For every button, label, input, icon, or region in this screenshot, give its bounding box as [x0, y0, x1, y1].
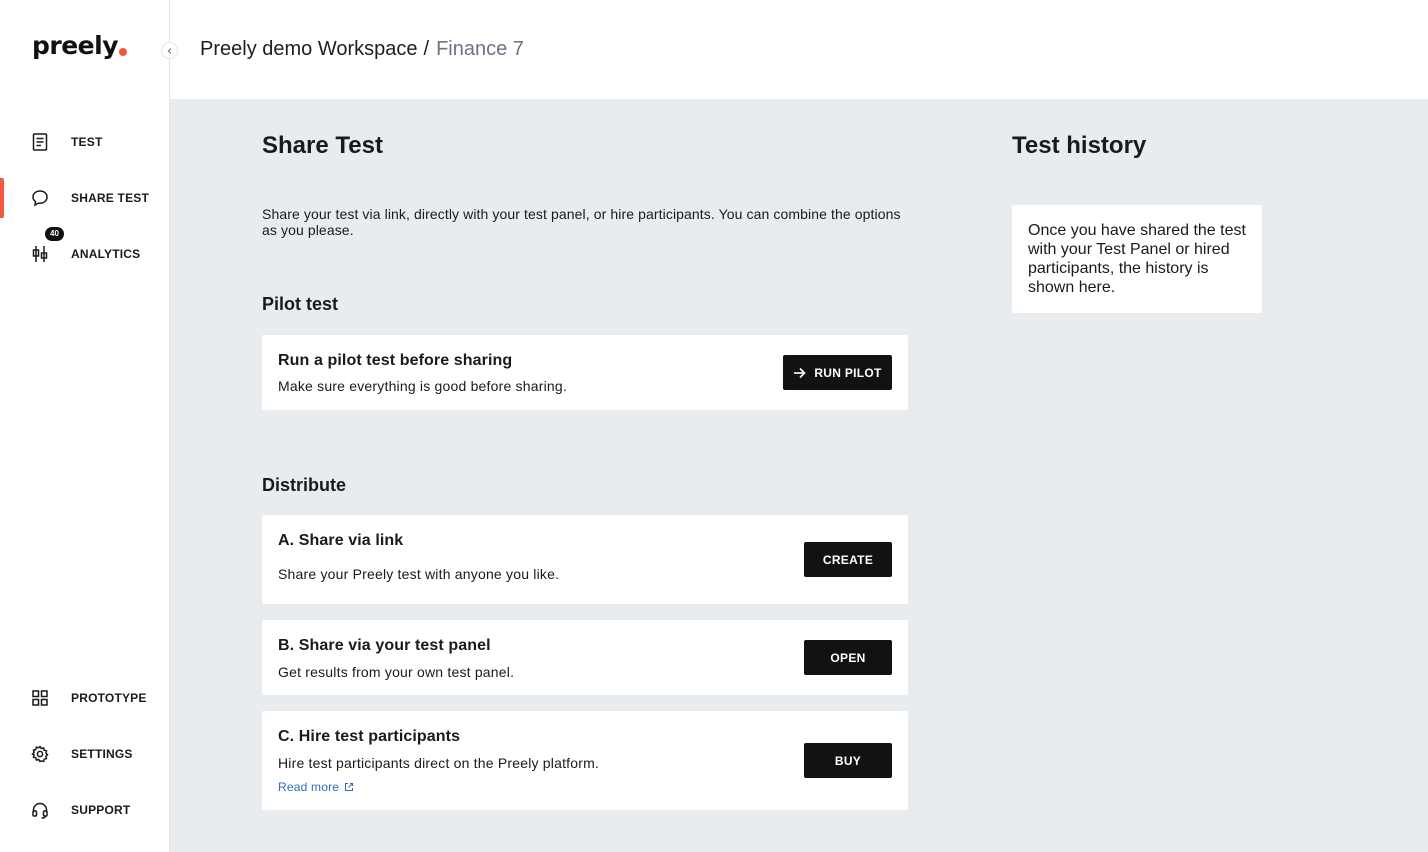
nav-item-settings[interactable] [0, 734, 169, 774]
nav-item-share-test[interactable] [0, 178, 169, 218]
distribute-heading: Distribute [262, 475, 347, 495]
breadcrumb [200, 38, 524, 61]
share-link-card [262, 515, 908, 604]
nav-label-analytics: ANALYTICS [71, 247, 141, 261]
gear-icon [30, 744, 50, 764]
nav-item-test[interactable] [0, 122, 169, 162]
run-pilot-label: RUN PILOT [814, 365, 882, 380]
breadcrumb-workspace[interactable]: Preely demo Workspace [200, 38, 418, 60]
nav-label-share-test: SHARE TEST [71, 191, 150, 205]
hire-participants-card [262, 711, 908, 810]
share-panel-card [262, 620, 908, 695]
chevron-left-icon [166, 47, 174, 55]
nav-label-test: TEST [71, 135, 103, 149]
create-link-button[interactable]: CREATE [804, 542, 892, 577]
buy-participants-button[interactable]: BUY [804, 743, 892, 778]
logo-text: preely [32, 31, 119, 60]
chat-bubble-icon [30, 188, 50, 208]
page-title: Share Test [262, 132, 383, 159]
nav-label-prototype: PROTOTYPE [71, 691, 147, 705]
sidebar [0, 0, 170, 852]
top-header [170, 0, 1428, 99]
read-more-link[interactable] [278, 780, 354, 794]
nav-item-prototype[interactable] [0, 678, 169, 718]
preely-logo[interactable] [32, 32, 127, 60]
intro-text: Share your test via link, directly with your test panel, or hire participants. You can combine the options as you please. [262, 206, 901, 238]
run-pilot-button[interactable] [783, 355, 892, 390]
headset-icon [30, 800, 50, 820]
external-link-icon [344, 782, 354, 792]
read-more-label: Read more [278, 780, 340, 794]
share-link-desc: Share your Preely test with anyone you like. [278, 566, 560, 582]
hire-desc: Hire test participants direct on the Preely platform. [278, 755, 600, 771]
share-panel-title: B. Share via your test panel [278, 637, 491, 654]
breadcrumb-current: Finance 7 [436, 38, 524, 60]
nav-label-settings: SETTINGS [71, 747, 133, 761]
history-empty-text: Once you have shared the test with your Test Panel or hired participants, the history is shown here. [1028, 222, 1246, 296]
nav-label-support: SUPPORT [71, 803, 131, 817]
pilot-card-title: Run a pilot test before sharing [278, 352, 513, 369]
breadcrumb-separator: / [423, 38, 430, 60]
pilot-heading: Pilot test [262, 294, 339, 314]
pilot-card-desc: Make sure everything is good before sharing. [278, 378, 567, 394]
collapse-sidebar-button[interactable] [161, 42, 178, 59]
analytics-icon [30, 244, 50, 264]
arrow-right-icon [793, 367, 806, 379]
pilot-card [262, 335, 908, 410]
document-icon [30, 132, 50, 152]
analytics-badge: 40 [45, 227, 64, 241]
nav-item-support[interactable] [0, 790, 169, 830]
hire-title: C. Hire test participants [278, 728, 461, 745]
grid-icon [30, 688, 50, 708]
history-title: Test history [1012, 132, 1147, 159]
logo-dot [119, 48, 127, 56]
nav-item-analytics[interactable] [0, 229, 169, 274]
history-empty-box [1012, 205, 1262, 313]
open-panel-button[interactable]: OPEN [804, 640, 892, 675]
share-panel-desc: Get results from your own test panel. [278, 664, 515, 680]
share-link-title: A. Share via link [278, 532, 404, 549]
